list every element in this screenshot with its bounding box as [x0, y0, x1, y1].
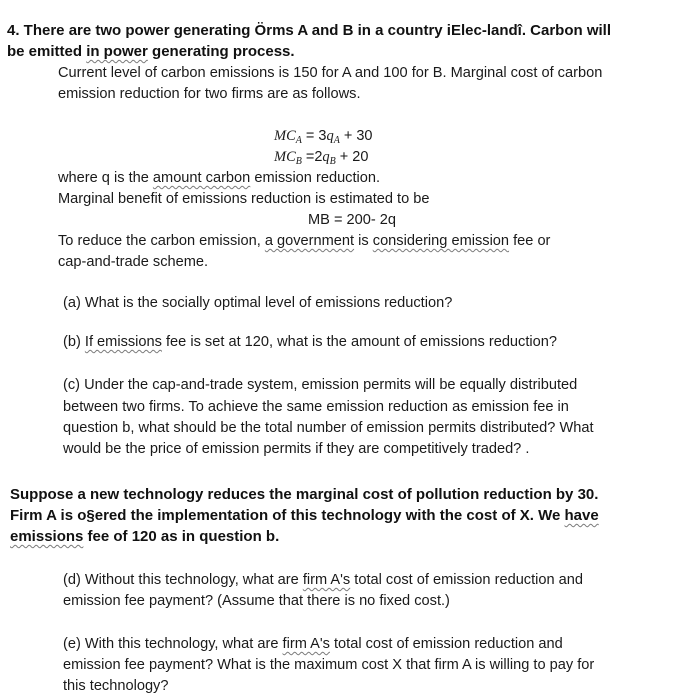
spellcheck-underlined-text: have	[564, 507, 599, 524]
question-e-line-3: this technology?	[63, 678, 169, 694]
question-c-line-2: between two firms. To achieve the same emission reduction as emission fee in	[63, 399, 569, 415]
marginal-benefit-text: Marginal benefit of emissions reduction is estimated to be	[58, 191, 430, 207]
eq-subscript: A	[333, 135, 340, 146]
question-e-line-2: emission fee payment? What is the maximum cost X that firm A is willing to pay for	[63, 657, 595, 673]
eq-symbol: MC	[274, 149, 296, 165]
body-text: where q is the	[58, 170, 153, 186]
question-4-heading-line-2	[7, 43, 295, 61]
scenario-text: fee of 120 as in question b.	[83, 528, 280, 545]
scenario-line-3	[10, 528, 279, 546]
eq-coefficient: =2	[301, 149, 323, 165]
body-text: total cost of emission reduction and	[329, 636, 563, 652]
body-text: is	[354, 233, 373, 249]
spellcheck-underlined-text: in power	[86, 43, 148, 60]
eq-subscript: B	[329, 156, 336, 167]
intro-line-1: Current level of carbon emissions is 150 for A and 100 for B. Marginal cost of carbon	[58, 65, 603, 81]
eq-constant: + 30	[339, 128, 373, 144]
question-d-line-2: emission fee payment? (Assume that there is no fixed cost.)	[63, 593, 450, 609]
eq-constant: + 20	[335, 149, 369, 165]
body-text: fee or	[509, 233, 551, 249]
spellcheck-underlined-text: If emissions	[84, 334, 162, 350]
intro-line-2: emission reduction for two firms are as follows.	[58, 86, 361, 102]
reduce-text-line-1	[58, 232, 550, 250]
heading-line-1: 4. There are two power generating Örms A and B in a country iElec-landî. Carbon will	[7, 22, 612, 39]
eq-symbol: MC	[274, 128, 296, 144]
eq-coefficient: = 3	[301, 128, 327, 144]
body-text: fee is set at 120, what is the amount of emissions reduction?	[161, 334, 557, 350]
question-e-line-1	[63, 635, 563, 653]
scenario-line-1: Suppose a new technology reduces the marginal cost of pollution reduction by 30.	[10, 486, 599, 503]
body-text: (d) Without this technology, what are	[63, 572, 303, 588]
reduce-text-line-2: cap-and-trade scheme.	[58, 254, 209, 270]
spellcheck-underlined-text: considering emission	[372, 233, 510, 249]
question-a: (a) What is the socially optimal level of emissions reduction?	[63, 295, 453, 311]
eq-variable: q	[326, 128, 334, 144]
scenario-line-2	[10, 507, 599, 525]
body-text: (b)	[63, 334, 85, 350]
body-text: (e) With this technology, what are	[63, 636, 283, 652]
question-b	[63, 333, 557, 351]
heading-text: be emitted	[7, 43, 87, 60]
mb-equation: MB = 200- 2q	[308, 212, 397, 228]
question-d-line-1	[63, 571, 583, 589]
eq-variable: q	[322, 149, 330, 165]
spellcheck-underlined-text: firm A's	[302, 572, 351, 588]
body-text: total cost of emission reduction and	[350, 572, 584, 588]
equation-mc-a	[274, 127, 372, 150]
equation-mc-b	[274, 148, 368, 171]
scenario-text: Firm A is o§ered the implementation of this technology with the cost of X. We	[10, 507, 565, 524]
spellcheck-underlined-text: amount carbon	[152, 170, 251, 186]
body-text: emission reduction.	[250, 170, 381, 186]
body-text: To reduce the carbon emission,	[58, 233, 265, 249]
spellcheck-underlined-text: a government	[264, 233, 355, 249]
question-c-line-1: (c) Under the cap-and-trade system, emission permits will be equally distributed	[63, 377, 578, 393]
question-c-line-3: question b, what should be the total number of emission permits distributed? What	[63, 420, 594, 436]
eq-subscript: A	[295, 135, 302, 146]
question-c-line-4: would be the price of emission permits if they are competitively traded? .	[63, 441, 530, 457]
eq-subscript: B	[295, 156, 302, 167]
heading-text: generating process.	[147, 43, 295, 60]
spellcheck-underlined-text: emissions	[10, 528, 84, 545]
spellcheck-underlined-text: firm A's	[282, 636, 330, 652]
where-definition	[58, 169, 380, 187]
question-4-heading	[7, 22, 611, 40]
